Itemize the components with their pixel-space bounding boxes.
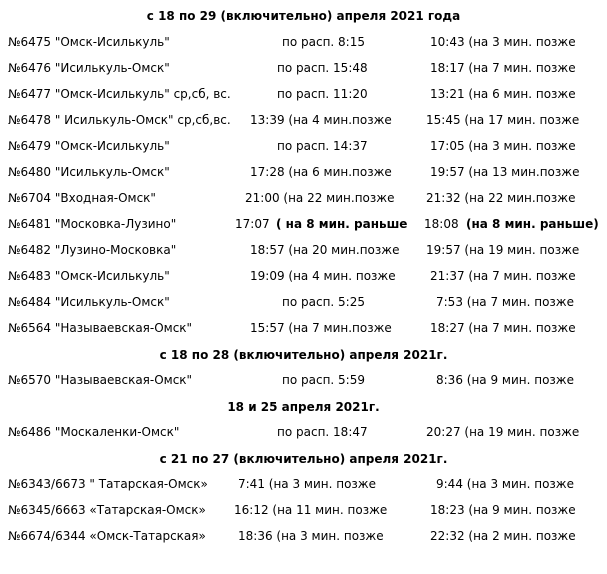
arrival-time: 17:05 (на 3 мин. позже	[430, 139, 576, 153]
train-name: №6483 "Омск-Исилькуль"	[8, 269, 170, 283]
schedule-row	[0, 60, 607, 76]
schedule-row	[0, 294, 607, 310]
arrival-time: 13:21 (на 6 мин. позже	[430, 87, 576, 101]
train-name: №6570 "Называевская-Омск"	[8, 373, 193, 387]
arrival-time: 10:43 (на 3 мин. позже	[430, 35, 576, 49]
train-name: №6479 "Омск-Исилькуль"	[8, 139, 170, 153]
schedule-row-highlighted	[0, 216, 607, 232]
schedule-row	[0, 424, 607, 440]
departure-time: по расп. 11:20	[277, 87, 368, 101]
schedule-row	[0, 242, 607, 258]
arrival-time: 20:27 (на 19 мин. позже	[426, 425, 580, 439]
departure-time: 17:07	[235, 217, 270, 231]
arrival-time: 18:27 (на 7 мин. позже	[430, 321, 576, 335]
departure-time: 17:28 (на 6 мин.позже	[250, 165, 392, 179]
section-heading: с 18 по 28 (включительно) апреля 2021г.	[159, 348, 448, 362]
train-name: №6481 "Московка-Лузино"	[8, 217, 177, 231]
schedule-row	[0, 190, 607, 206]
train-name: №6564 "Называевская-Омск"	[8, 321, 193, 335]
departure-time: по расп. 15:48	[277, 61, 368, 75]
train-name: №6343/6673 " Татарская-Омск»	[8, 477, 208, 491]
departure-time: 15:57 (на 7 мин.позже	[250, 321, 392, 335]
schedule-row	[0, 476, 607, 492]
arrival-time: 18:08	[424, 217, 459, 231]
section-heading: с 21 по 27 (включительно) апреля 2021г.	[159, 452, 448, 466]
train-name: №6478 " Исилькуль-Омск" ср,сб,вс.	[8, 113, 231, 127]
departure-time: 21:00 (на 22 мин.позже	[245, 191, 395, 205]
arrival-time: 19:57 (на 19 мин. позже	[426, 243, 580, 257]
arrival-time: 21:32 (на 22 мин.позже	[426, 191, 576, 205]
arrival-time: 9:44 (на 3 мин. позже	[436, 477, 574, 491]
arrival-time: 21:37 (на 7 мин. позже	[430, 269, 576, 283]
departure-time: 19:09 (на 4 мин. позже	[250, 269, 396, 283]
departure-time: 18:36 (на 3 мин. позже	[238, 529, 384, 543]
departure-note: ( на 8 мин. раньше	[276, 217, 408, 231]
schedule-row	[0, 164, 607, 180]
arrival-note: (на 8 мин. раньше)	[466, 217, 599, 231]
section-heading: 18 и 25 апреля 2021г.	[227, 400, 380, 414]
arrival-time: 18:23 (на 9 мин. позже	[430, 503, 576, 517]
schedule-row	[0, 86, 607, 102]
schedule-row	[0, 372, 607, 388]
departure-time: по расп. 8:15	[282, 35, 365, 49]
train-name: №6674/6344 «Омск-Татарская»	[8, 529, 206, 543]
section-heading: с 18 по 29 (включительно) апреля 2021 года	[146, 9, 461, 23]
schedule-row	[0, 268, 607, 284]
schedule-row	[0, 502, 607, 518]
departure-time: по расп. 18:47	[277, 425, 368, 439]
arrival-time: 7:53 (на 7 мин. позже	[436, 295, 574, 309]
train-name: №6345/6663 «Татарская-Омск»	[8, 503, 206, 517]
train-name: №6482 "Лузино-Московка"	[8, 243, 177, 257]
arrival-time: 22:32 (на 2 мин. позже	[430, 529, 576, 543]
departure-time: 13:39 (на 4 мин.позже	[250, 113, 392, 127]
departure-time: 7:41 (на 3 мин. позже	[238, 477, 376, 491]
train-name: №6704 "Входная-Омск"	[8, 191, 156, 205]
train-name: №6477 "Омск-Исилькуль" ср,сб, вс.	[8, 87, 231, 101]
arrival-time: 8:36 (на 9 мин. позже	[436, 373, 574, 387]
departure-time: 16:12 (на 11 мин. позже	[234, 503, 388, 517]
train-name: №6476 "Исилькуль-Омск"	[8, 61, 170, 75]
arrival-time: 18:17 (на 7 мин. позже	[430, 61, 576, 75]
arrival-time: 19:57 (на 13 мин.позже	[430, 165, 580, 179]
departure-time: по расп. 5:59	[282, 373, 365, 387]
schedule-row	[0, 138, 607, 154]
departure-time: по расп. 5:25	[282, 295, 365, 309]
departure-time: по расп. 14:37	[277, 139, 368, 153]
schedule-row	[0, 320, 607, 336]
arrival-time: 15:45 (на 17 мин. позже	[426, 113, 580, 127]
schedule-row	[0, 528, 607, 544]
train-name: №6480 "Исилькуль-Омск"	[8, 165, 170, 179]
train-name: №6486 "Москаленки-Омск"	[8, 425, 180, 439]
schedule-row	[0, 112, 607, 128]
train-name: №6475 "Омск-Исилькуль"	[8, 35, 170, 49]
train-name: №6484 "Исилькуль-Омск"	[8, 295, 170, 309]
departure-time: 18:57 (на 20 мин.позже	[250, 243, 400, 257]
schedule-row	[0, 34, 607, 50]
